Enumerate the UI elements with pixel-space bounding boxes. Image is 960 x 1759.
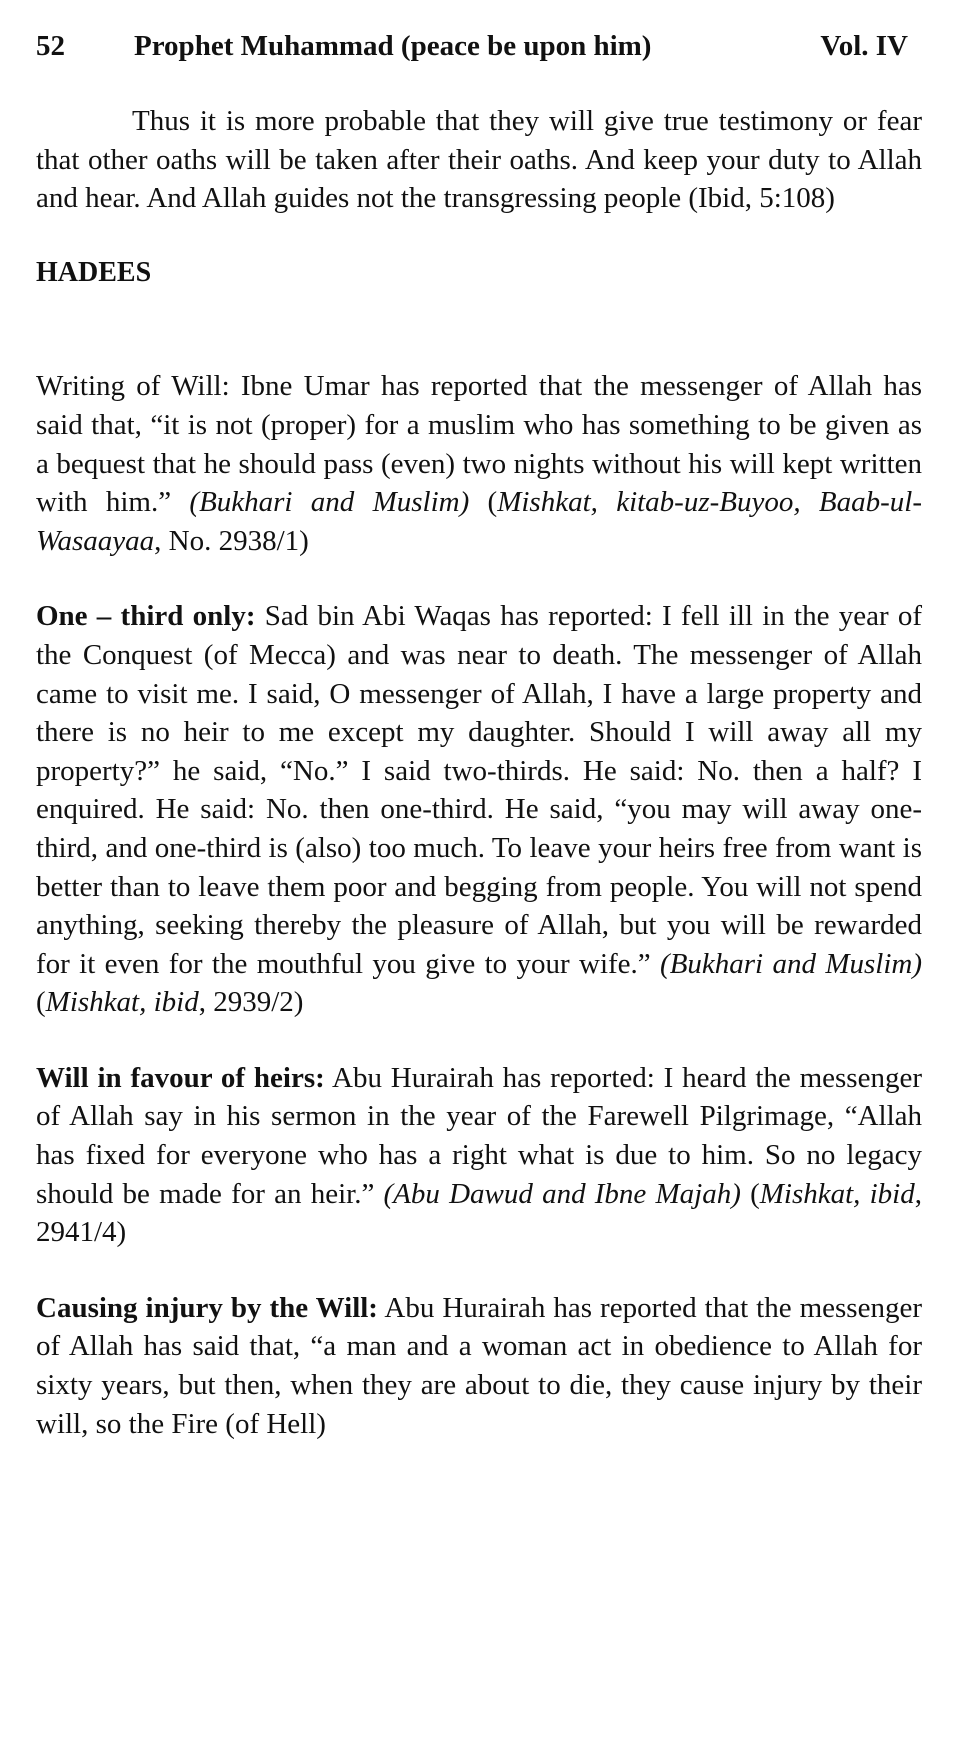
paragraph-label: One – third only: [36, 600, 256, 633]
reference-number: , No. 2938/1) [154, 524, 309, 557]
reference-title: Mishkat, ibid [759, 1177, 915, 1210]
paragraph-text: Sad bin Abi Waqas has reported: I fell ill in the year of the Conquest (of Mecca) and was near to death. The messenger of Allah came to visit me. I said, O messenger of Allah, I have a large property and there is no heir to me except my daughter. Should I will away all my property?” he said, “No.” I said two-thirds. He said: No. then a half? I enquired. He said: No. then one-third. He said, “you may will away one-third, and one-third is (also) too much. To leave your heirs free from want is better than to leave them poor and begging from people. You will not spend anything, seeking thereby the pleasure of Allah, but you will be rewarded for it even for the mouthful you give to your wife.” [36, 600, 923, 980]
paragraph-writing-of-will: Writing of Will: Ibne Umar has reported that the messenger of Allah has said that, “it is not (proper) for a muslim who has something to be given as a bequest that he should pass (even) two nights without his will kept written with him.” (Bukhari and Muslim) (Mishkat, kitab-uz-Buyoo, Baab-ul-Wasaayaa, No. 2938/1) [36, 370, 923, 557]
source-citation: (Abu Dawud and Ibne Majah) [383, 1177, 741, 1210]
reference-number: , 2941/4) [36, 1177, 922, 1249]
paragraph-will-in-favour-of-heirs: Will in favour of heirs: Abu Hurairah has reported: I heard the messenger of Allah say in his sermon in the year of the Farewell Pilgrimage, “Allah has fixed for everyone who has a right what is due to him. So no legacy should be made for an heir.” (Abu Dawud and Ibne Majah) (Mishkat, ibid, 2941/4) [36, 1061, 922, 1249]
page-number: 52 [36, 30, 65, 62]
source-citation: (Bukhari and Muslim) [189, 486, 470, 519]
page-header [36, 26, 908, 66]
volume-label: Vol. IV [820, 30, 908, 62]
paragraph-text: Abu Hurairah has reported that the messenger of Allah has said that, “a man and a woman act in obedience to Allah for sixty years, but then, when they are about to die, they cause injury by their will, so the Fire (of Hell) [36, 1291, 922, 1440]
paragraph-label: Causing injury by the Will: [36, 1291, 378, 1324]
paragraph-text: Writing of Will: Ibne Umar has reported that the messenger of Allah has said that, “it is not (proper) for a muslim who has something to be given as a bequest that he should pass (even) two nights without his will kept written with him.” [36, 370, 922, 519]
page-body [36, 102, 922, 1443]
reference-title: Mishkat, kitab-uz-Buyoo, Baab-ul-Wasaayaa [36, 486, 923, 557]
reference-number: , 2939/2) [198, 986, 304, 1019]
intro-paragraph: Thus it is more probable that they will give true testimony or fear that other oaths will be taken after their oaths. And keep your duty to Allah and hear. And Allah guides not the transgressing people (Ibid, 5:108) [36, 105, 922, 215]
paragraph-causing-injury [36, 1289, 922, 1443]
paragraph-label: Will in favour of heirs: [36, 1061, 325, 1094]
paragraph-text: Abu Hurairah has reported: I heard the messenger of Allah say in his sermon in the year of the Farewell Pilgrimage, “Allah has fixed for everyone who has a right what is due to him. So no legacy should be made for an heir.” [36, 1061, 922, 1210]
running-title: Prophet Muhammad (peace be upon him) [134, 30, 652, 62]
reference-title: Mishkat, ibid [45, 986, 199, 1019]
paragraph-one-third-only: One – third only: Sad bin Abi Waqas has reported: I fell ill in the year of the Conquest (of Mecca) and was near to death. The messenger of Allah came to visit me. I said, O messenger of Allah, I have a large property and there is no heir to me except my daughter. Should I will away all my property?” he said, “No.” I said two-thirds. He said: No. then a half? I enquired. He said: No. then one-third. He said, “you may will away one-third, and one-third is (also) too much. To leave your heirs free from want is better than to leave them poor and begging from people. You will not spend anything, seeking thereby the pleasure of Allah, but you will be rewarded for it even for the mouthful you give to your wife.” (Bukhari and Muslim) (Mishkat, ibid, 2939/2) [36, 600, 923, 1019]
source-citation: (Bukhari and Muslim) [660, 947, 922, 980]
section-heading: HADEES [36, 256, 152, 288]
